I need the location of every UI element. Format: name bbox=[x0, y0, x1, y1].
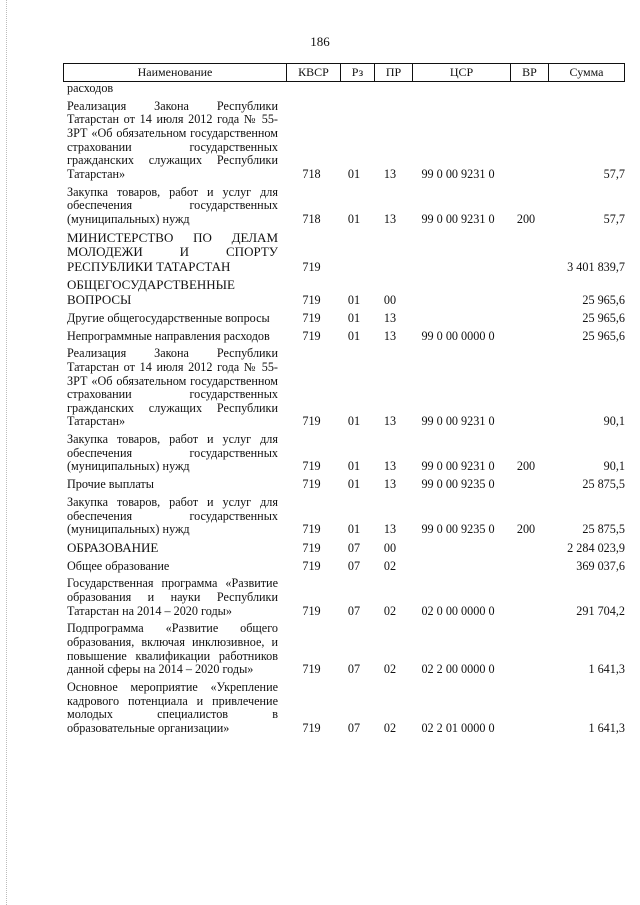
table-row bbox=[63, 496, 625, 537]
row-name: Другие общегосударственные вопросы bbox=[67, 310, 270, 325]
row-name: ОБРАЗОВАНИЕ bbox=[67, 539, 159, 555]
table-row bbox=[63, 560, 625, 574]
table-row bbox=[63, 433, 625, 474]
row-rz: 07 bbox=[347, 662, 361, 677]
row-sum: 1 641,3 bbox=[588, 662, 625, 677]
row-kvsr: 718 bbox=[302, 211, 321, 226]
row-pr: 02 bbox=[383, 662, 397, 677]
table-row bbox=[63, 100, 625, 182]
row-csr: 99 0 00 9235 0 bbox=[421, 522, 495, 537]
row-name: Закупка товаров, работ и услуг для обеспечения государственных (муниципальных) нужд bbox=[67, 494, 278, 537]
row-csr: 99 0 00 9235 0 bbox=[421, 477, 495, 492]
row-sum: 57,7 bbox=[603, 211, 625, 226]
row-name: расходов bbox=[67, 81, 114, 95]
header-pr: ПР bbox=[375, 64, 413, 81]
row-sum: 25 965,6 bbox=[582, 310, 625, 325]
table-row bbox=[63, 622, 625, 676]
row-sum: 3 401 839,7 bbox=[567, 259, 625, 274]
row-name: Реализация Закона Республики Татарстан от 14 июля 2012 года № 55-ЗРТ «Об обязательном государственном страховании государственных гражданских служащих Республики Татарстан» bbox=[67, 346, 278, 429]
page-number: 186 bbox=[310, 34, 330, 49]
row-pr: 13 bbox=[383, 477, 397, 492]
row-csr: 99 0 00 9231 0 bbox=[421, 459, 495, 474]
margin-dotted-line bbox=[6, 0, 8, 905]
row-sum: 90,1 bbox=[603, 414, 625, 429]
row-kvsr: 718 bbox=[302, 166, 321, 181]
row-name: Подпрограмма «Развитие общего образования, включая инклюзивное, и повышение квалификации работников данной сферы на 2014 – 2020 годы» bbox=[67, 621, 278, 677]
row-sum: 369 037,6 bbox=[576, 558, 625, 573]
row-pr: 02 bbox=[383, 720, 397, 735]
row-kvsr: 719 bbox=[302, 259, 321, 274]
row-sum: 25 965,6 bbox=[582, 293, 625, 308]
row-rz: 07 bbox=[347, 558, 361, 573]
row-kvsr: 719 bbox=[302, 540, 321, 555]
row-csr: 99 0 00 9231 0 bbox=[421, 166, 495, 181]
row-pr: 00 bbox=[383, 293, 397, 308]
row-rz: 01 bbox=[347, 328, 361, 343]
table-row bbox=[63, 278, 625, 307]
header-kvsr: КВСР bbox=[287, 64, 341, 81]
row-rz: 01 bbox=[347, 310, 361, 325]
header-name: Наименование bbox=[64, 64, 287, 81]
table-body bbox=[63, 82, 625, 740]
row-rz: 01 bbox=[347, 166, 361, 181]
row-vr: 200 bbox=[516, 459, 536, 474]
row-name: Прочие выплаты bbox=[67, 477, 154, 492]
row-rz: 01 bbox=[347, 459, 361, 474]
row-pr: 13 bbox=[383, 414, 397, 429]
row-pr: 13 bbox=[383, 310, 397, 325]
row-csr: 99 0 00 9231 0 bbox=[421, 211, 495, 226]
row-name: Закупка товаров, работ и услуг для обеспечения государственных (муниципальных) нужд bbox=[67, 184, 278, 226]
row-name: Общее образование bbox=[67, 558, 170, 573]
row-kvsr: 719 bbox=[302, 662, 321, 677]
row-csr: 99 0 00 0000 0 bbox=[421, 328, 495, 343]
row-rz: 07 bbox=[347, 603, 361, 618]
row-rz: 01 bbox=[347, 211, 361, 226]
table-row bbox=[63, 330, 625, 344]
table-row bbox=[63, 541, 625, 556]
row-rz: 07 bbox=[347, 720, 361, 735]
row-pr: 13 bbox=[383, 459, 397, 474]
table-row bbox=[63, 577, 625, 618]
table-row bbox=[63, 312, 625, 326]
row-name: Основное мероприятие «Укрепление кадрового потенциала и привлечение молодых специалистов в образовательные организации» bbox=[67, 679, 278, 735]
row-vr: 200 bbox=[516, 211, 536, 226]
row-rz: 01 bbox=[347, 293, 361, 308]
row-sum: 25 965,6 bbox=[582, 328, 625, 343]
row-name: Государственная программа «Развитие образования и науки Республики Татарстан на 2014 – 2020 годы» bbox=[67, 576, 278, 618]
row-kvsr: 719 bbox=[302, 558, 321, 573]
row-rz: 01 bbox=[347, 477, 361, 492]
row-pr: 13 bbox=[383, 328, 397, 343]
row-kvsr: 719 bbox=[302, 522, 321, 537]
row-kvsr: 719 bbox=[302, 293, 321, 308]
row-sum: 25 875,5 bbox=[582, 477, 625, 492]
row-sum: 291 704,2 bbox=[576, 603, 625, 618]
row-csr: 02 2 01 0000 0 bbox=[421, 720, 495, 735]
row-sum: 1 641,3 bbox=[588, 720, 625, 735]
header-rz: Рз bbox=[341, 64, 375, 81]
row-sum: 25 875,5 bbox=[582, 522, 625, 537]
row-sum: 90,1 bbox=[603, 459, 625, 474]
row-sum: 57,7 bbox=[603, 166, 625, 181]
header-sum: Сумма bbox=[569, 65, 604, 79]
row-pr: 13 bbox=[383, 522, 397, 537]
table-row bbox=[63, 347, 625, 429]
row-kvsr: 719 bbox=[302, 459, 321, 474]
row-vr: 200 bbox=[516, 522, 536, 537]
row-pr: 13 bbox=[383, 211, 397, 226]
row-rz: 01 bbox=[347, 414, 361, 429]
header-vr: ВР bbox=[511, 64, 549, 81]
row-pr: 13 bbox=[383, 166, 397, 181]
row-csr: 02 0 00 0000 0 bbox=[421, 603, 495, 618]
row-kvsr: 719 bbox=[302, 310, 321, 325]
row-pr: 02 bbox=[383, 558, 397, 573]
row-rz: 01 bbox=[347, 522, 361, 537]
row-name: Непрограммные направления расходов bbox=[67, 328, 270, 343]
row-pr: 02 bbox=[383, 603, 397, 618]
row-name: МИНИСТЕРСТВО ПО ДЕЛАМ МОЛОДЕЖИ И СПОРТУ РЕСПУБЛИКИ ТАТАРСТАН bbox=[67, 229, 278, 274]
row-sum: 2 284 023,9 bbox=[567, 540, 625, 555]
row-name: Закупка товаров, работ и услуг для обеспечения государственных (муниципальных) нужд bbox=[67, 432, 278, 474]
row-kvsr: 719 bbox=[302, 414, 321, 429]
row-csr: 02 2 00 0000 0 bbox=[421, 662, 495, 677]
row-name: Реализация Закона Республики Татарстан от 14 июля 2012 года № 55-ЗРТ «Об обязательном государственном страховании государственных гражданских служащих Республики Татарстан» bbox=[67, 98, 278, 181]
header-csr: ЦСР bbox=[413, 64, 511, 81]
row-name: ОБЩЕГОСУДАРСТВЕННЫЕ ВОПРОСЫ bbox=[67, 277, 235, 308]
table-row bbox=[63, 681, 625, 735]
table-row bbox=[63, 478, 625, 492]
row-rz: 07 bbox=[347, 540, 361, 555]
table-row bbox=[63, 82, 625, 96]
row-kvsr: 719 bbox=[302, 328, 321, 343]
table-row bbox=[63, 231, 625, 275]
row-csr: 99 0 00 9231 0 bbox=[421, 414, 495, 429]
row-kvsr: 719 bbox=[302, 603, 321, 618]
row-kvsr: 719 bbox=[302, 720, 321, 735]
table-row bbox=[63, 186, 625, 227]
row-kvsr: 719 bbox=[302, 477, 321, 492]
row-pr: 00 bbox=[383, 540, 397, 555]
table-header bbox=[63, 63, 625, 82]
